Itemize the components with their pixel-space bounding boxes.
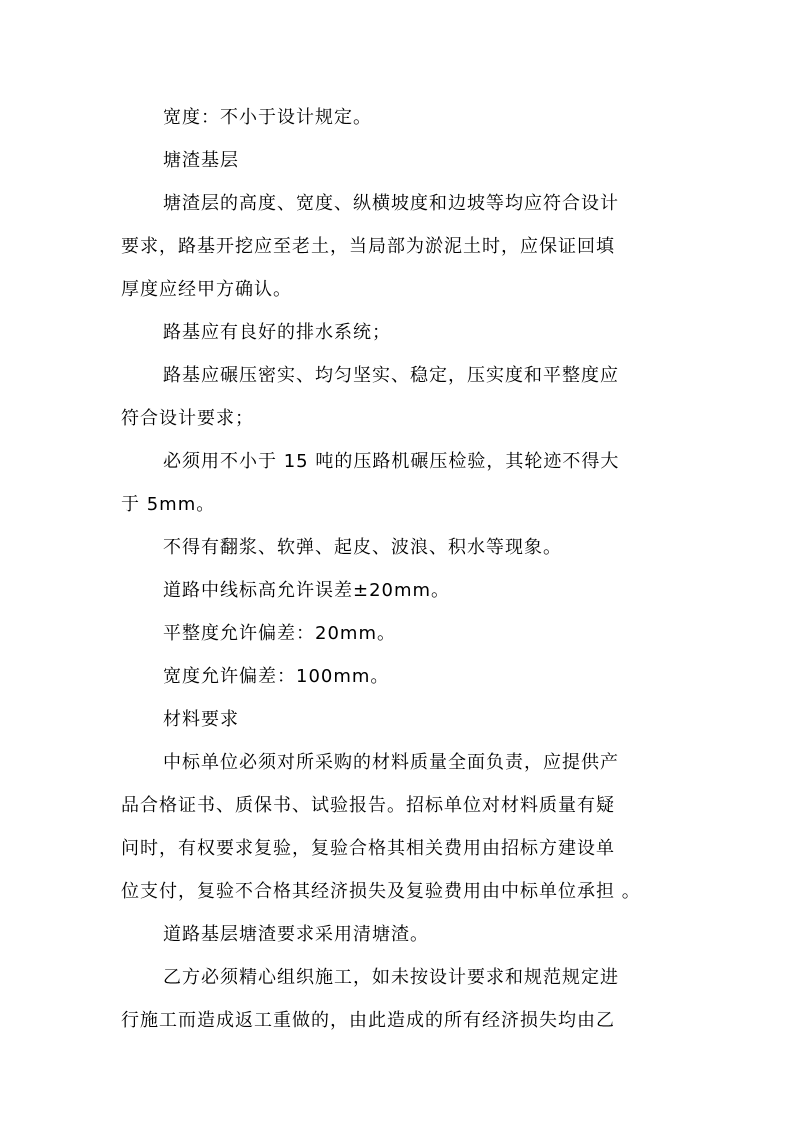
text-line: 道路基层塘渣要求采用清塘渣。 (163, 924, 429, 945)
text-line: 厚度应经甲方确认。 (121, 279, 292, 300)
text-line: 不得有翻浆、软弹、起皮、波浪、积水等现象。 (163, 537, 562, 558)
text-line: 必须用不小于 15 吨的压路机碾压检验，其轮迹不得大 (163, 451, 620, 472)
text-line: 宽度：不小于设计规定。 (163, 107, 372, 128)
text-line: 问时，有权要求复验，复验合格其相关费用由招标方建设单 (121, 838, 615, 859)
text-line: 塘渣层的高度、宽度、纵横坡度和边坡等均应符合设计 (163, 193, 619, 214)
text-line: 品合格证书、质保书、试验报告。招标单位对材料质量有疑 (121, 795, 615, 816)
text-line: 符合设计要求； (121, 408, 254, 429)
text-line: 于 5mm。 (121, 494, 216, 515)
text-line: 平整度允许偏差：20mm。 (163, 623, 396, 644)
text-line: 位支付，复验不合格其经济损失及复验费用由中标单位承担 。 (121, 881, 641, 902)
text-line: 路基应有良好的排水系统； (163, 322, 391, 343)
text-line: 乙方必须精心组织施工，如未按设计要求和规范规定进 (163, 967, 619, 988)
text-line: 行施工而造成返工重做的，由此造成的所有经济损失均由乙 (121, 1010, 615, 1031)
text-line: 中标单位必须对所采购的材料质量全面负责，应提供产 (163, 752, 619, 773)
text-line: 宽度允许偏差：100mm。 (163, 666, 390, 687)
section-heading: 塘渣基层 (163, 150, 239, 171)
text-line: 要求，路基开挖应至老土，当局部为淤泥土时，应保证回填 (121, 236, 615, 257)
text-line: 路基应碾压密实、均匀坚实、稳定，压实度和平整度应 (163, 365, 619, 386)
section-heading: 材料要求 (163, 709, 239, 730)
text-line: 道路中线标高允许误差±20mm。 (163, 580, 451, 601)
